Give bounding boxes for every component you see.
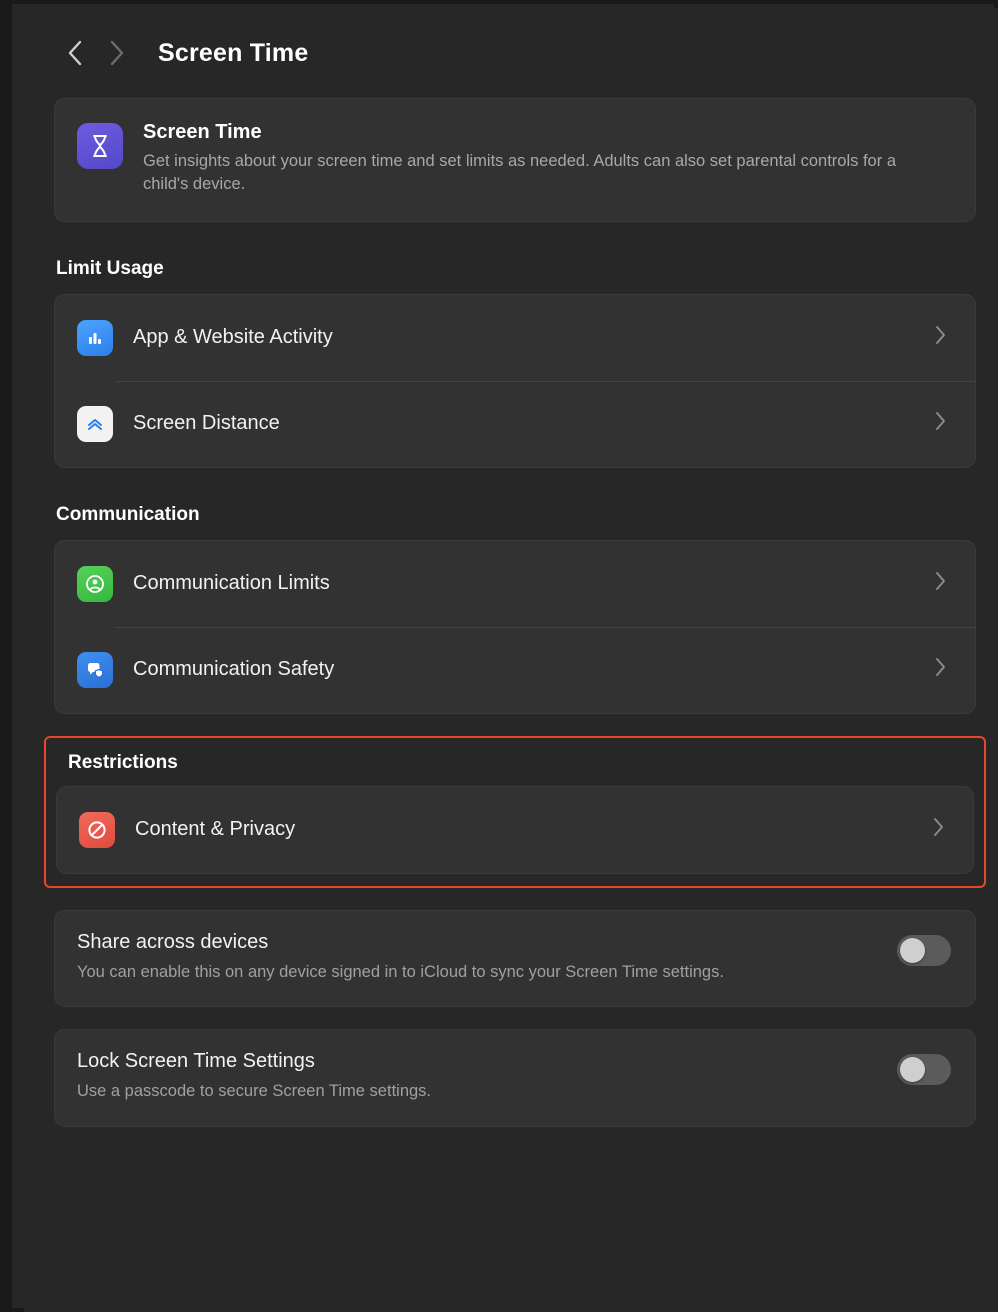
forward-button[interactable] [96, 32, 138, 74]
restrictions-highlight [44, 736, 986, 888]
toggle-knob [900, 938, 925, 963]
banner-description: Get insights about your screen time and set limits as needed. Adults can also set parental controls for a child's device. [143, 152, 896, 194]
restrictions-group [56, 786, 974, 874]
pane-header [24, 8, 998, 98]
row-label: Content & Privacy [135, 818, 296, 841]
chevron-right-icon [933, 656, 947, 683]
row-label: Screen Distance [133, 412, 280, 435]
row-app-website-activity[interactable] [55, 295, 975, 381]
banner-text [143, 121, 933, 197]
chevron-right-icon [933, 410, 947, 437]
lock-screen-time-settings-description: Use a passcode to secure Screen Time settings. [77, 1082, 432, 1101]
screen-distance-icon [77, 406, 113, 442]
person-circle-icon [77, 566, 113, 602]
row-label: Communication Safety [133, 658, 335, 681]
toggle-knob [900, 1057, 925, 1082]
page-title: Screen Time [158, 38, 309, 67]
row-screen-distance[interactable] [55, 381, 975, 467]
limit-usage-group [54, 294, 976, 468]
lock-screen-time-settings-card [54, 1029, 976, 1126]
share-across-devices-card [54, 910, 976, 1007]
screen-time-pane [24, 8, 998, 1312]
section-title-communication: Communication [56, 503, 200, 525]
banner-title: Screen Time [143, 121, 262, 143]
lock-screen-time-settings-text [77, 1050, 897, 1103]
chevron-right-icon [931, 816, 945, 843]
row-communication-limits[interactable] [55, 541, 975, 627]
no-entry-icon [79, 812, 115, 848]
row-label: Communication Limits [133, 572, 330, 595]
message-shield-icon [77, 652, 113, 688]
row-communication-safety[interactable] [55, 627, 975, 713]
screen-time-banner [54, 98, 976, 222]
chevron-left-icon [64, 38, 86, 68]
chevron-right-icon [933, 570, 947, 597]
row-label: App & Website Activity [133, 326, 333, 349]
chevron-right-icon [933, 324, 947, 351]
share-across-devices-title: Share across devices [77, 930, 269, 953]
communication-group [54, 540, 976, 714]
section-title-restrictions: Restrictions [68, 751, 178, 773]
row-content-and-privacy[interactable] [57, 787, 973, 873]
hourglass-icon [77, 123, 123, 169]
share-across-devices-description: You can enable this on any device signed in to iCloud to sync your Screen Time settings. [77, 962, 724, 981]
lock-screen-time-settings-toggle[interactable] [897, 1054, 951, 1085]
back-button[interactable] [54, 32, 96, 74]
chevron-right-icon [106, 38, 128, 68]
chart-bar-icon [77, 320, 113, 356]
section-title-limit-usage: Limit Usage [56, 257, 164, 279]
share-across-devices-toggle[interactable] [897, 935, 951, 966]
lock-screen-time-settings-title: Lock Screen Time Settings [77, 1050, 315, 1073]
share-across-devices-text [77, 931, 897, 984]
